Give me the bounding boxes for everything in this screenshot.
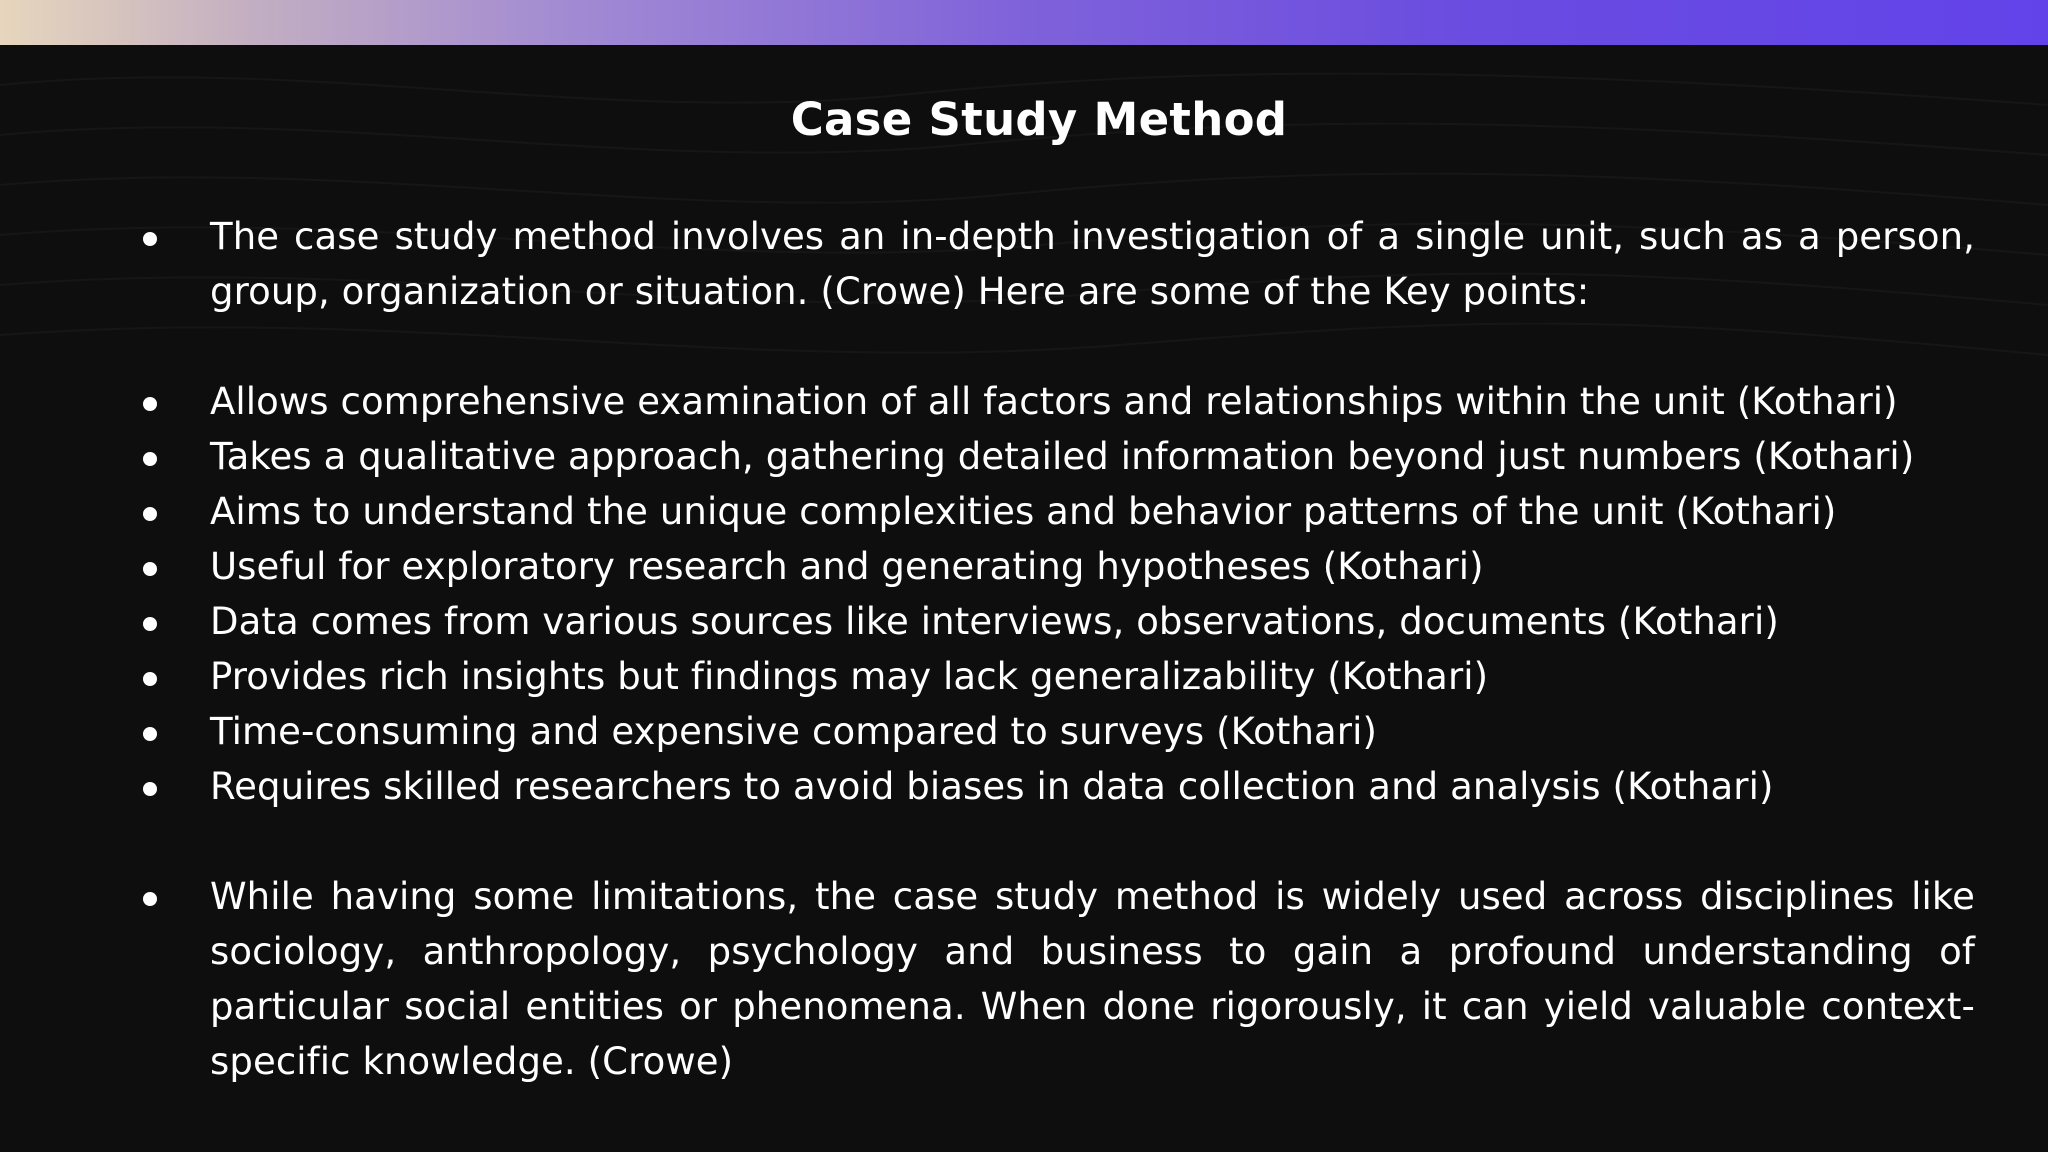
key-point-text: Provides rich insights but findings may lack generalizability (Kothari) xyxy=(210,655,1489,698)
key-point-text: Takes a qualitative approach, gathering detailed information beyond just numbers (Kothari) xyxy=(210,435,1915,478)
key-point-item xyxy=(130,374,1975,429)
bullet-dot-icon xyxy=(130,869,210,924)
key-point-text: Time-consuming and expensive compared to surveys (Kothari) xyxy=(210,710,1378,753)
bullet-list xyxy=(130,209,1975,1089)
intro-text: The case study method involves an in-depth investigation of a single unit, such as a person, group, organization or situation. (Crowe) Here are some of the Key points: xyxy=(210,215,1975,313)
key-point-item xyxy=(130,429,1975,484)
key-point-item xyxy=(130,649,1975,704)
bullet-dot-icon xyxy=(130,759,210,814)
key-point-item xyxy=(130,594,1975,649)
conclusion-bullet xyxy=(130,869,1975,1089)
intro-bullet xyxy=(130,209,1975,319)
bullet-dot-icon xyxy=(130,429,210,484)
bullet-dot-icon xyxy=(130,704,210,759)
bullet-dot-icon xyxy=(130,649,210,704)
bullet-dot-icon xyxy=(130,374,210,429)
key-point-text: Requires skilled researchers to avoid biases in data collection and analysis (Kothari) xyxy=(210,765,1774,808)
slide-title: Case Study Method xyxy=(790,93,1288,146)
key-point-item xyxy=(130,759,1975,814)
bullet-dot-icon xyxy=(130,594,210,649)
bullet-dot-icon xyxy=(130,209,210,264)
key-point-item xyxy=(130,539,1975,594)
key-point-text: Useful for exploratory research and generating hypotheses (Kothari) xyxy=(210,545,1484,588)
spacer xyxy=(130,814,1975,869)
key-point-text: Data comes from various sources like interviews, observations, documents (Kothari) xyxy=(210,600,1779,643)
key-point-text: Allows comprehensive examination of all factors and relationships within the unit (Kothari) xyxy=(210,380,1898,423)
bullet-dot-icon xyxy=(130,484,210,539)
key-point-item xyxy=(130,704,1975,759)
bullet-dot-icon xyxy=(130,539,210,594)
spacer xyxy=(130,319,1975,374)
gradient-header-bar xyxy=(0,0,2048,45)
conclusion-text: While having some limitations, the case study method is widely used across disciplines like sociology, anthropology, psychology and business to gain a profound understanding of particular social entities or phenomena. When done rigorously, it can yield valuable context-specific knowledge. (Crowe) xyxy=(210,875,1975,1083)
key-point-item xyxy=(130,484,1975,539)
key-point-text: Aims to understand the unique complexities and behavior patterns of the unit (Kothari) xyxy=(210,490,1837,533)
